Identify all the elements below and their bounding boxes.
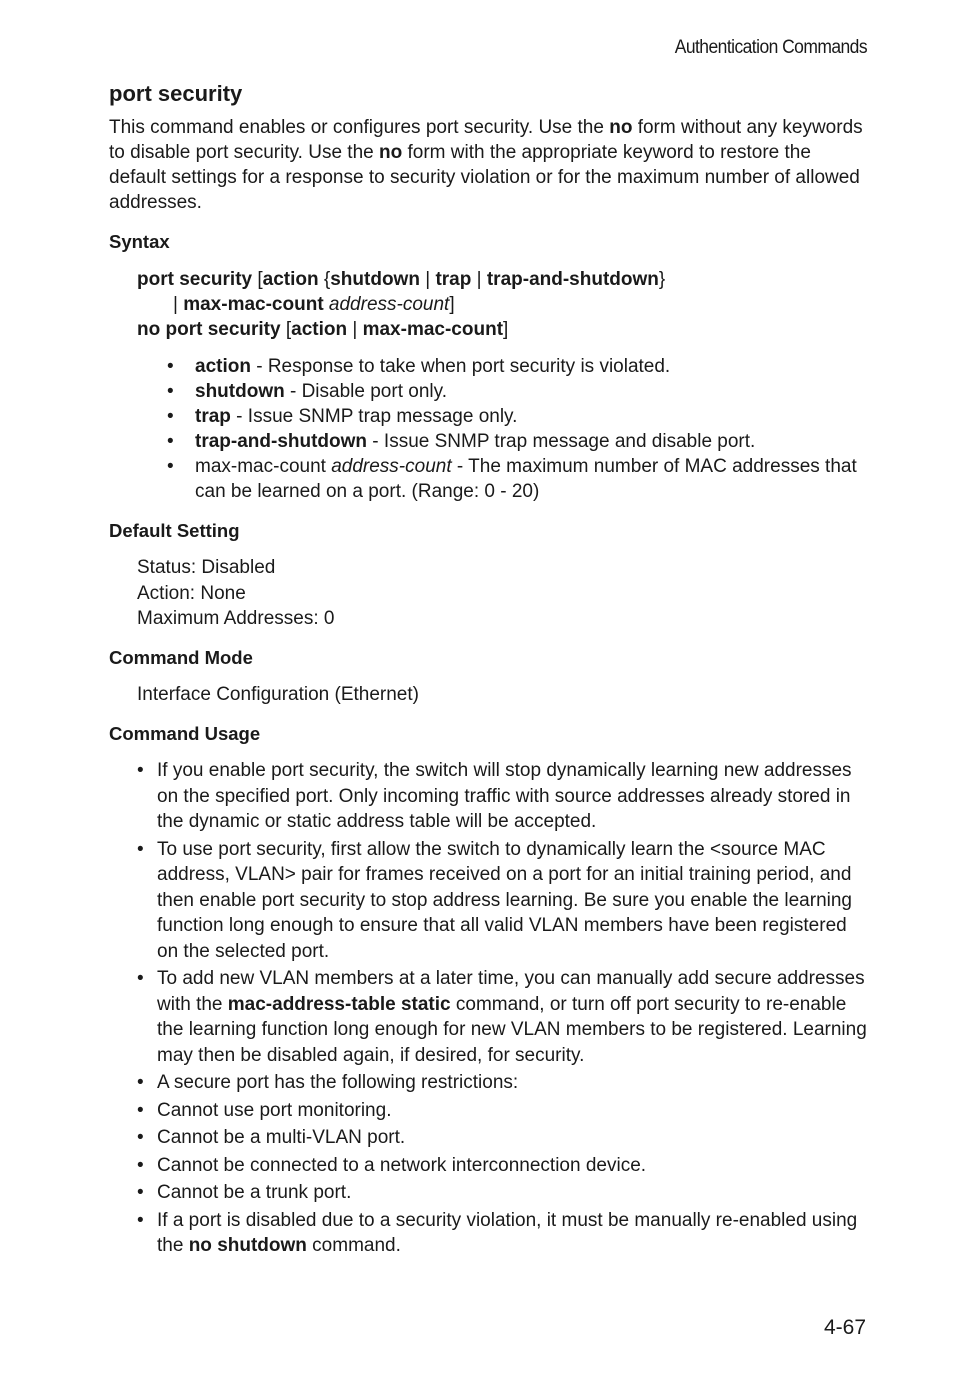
command-title: port security: [109, 81, 243, 106]
syntax-line: no port security [action | max-mac-count]: [137, 319, 509, 340]
parameter-list: [167, 354, 869, 504]
default-setting-heading: Default Setting: [109, 520, 240, 541]
syntax-line: port security [action {shutdown | trap | trap-and-shutdown}: [137, 269, 666, 290]
page-number: 4-67: [823, 1316, 866, 1339]
syntax-line: | max-mac-count address-count]: [173, 294, 455, 315]
list-item: • shutdown - Disable port only.: [167, 379, 869, 404]
list-item: • A secure port has the following restrictions:: [137, 1070, 869, 1096]
page-content: [109, 79, 869, 1261]
default-line: Status: Disabled: [137, 557, 276, 578]
list-item: • action - Response to take when port security is violated.: [167, 354, 869, 379]
list-item: • If a port is disabled due to a security violation, it must be manually re-enabled using the no shutdown command.: [137, 1208, 869, 1259]
list-item: • If you enable port security, the switch will stop dynamically learning new addresses on the specified port. Only incoming traffic with source addresses already stored in the dynamic or static address table will be accepted.: [137, 758, 869, 835]
list-item: • trap - Issue SNMP trap message only.: [167, 404, 869, 429]
list-item: • Cannot be a trunk port.: [137, 1180, 869, 1206]
default-line: Maximum Addresses: 0: [137, 608, 335, 629]
running-header: Authentication Commands: [674, 37, 867, 58]
list-item: • Cannot be connected to a network interconnection device.: [137, 1153, 869, 1179]
list-item: • Cannot use port monitoring.: [137, 1098, 869, 1124]
syntax-block: [137, 267, 869, 342]
list-item: • trap-and-shutdown - Issue SNMP trap message and disable port.: [167, 429, 869, 454]
list-item: • Cannot be a multi-VLAN port.: [137, 1125, 869, 1151]
list-item: • max-mac-count address-count - The maximum number of MAC addresses that can be learned on a port. (Range: 0 - 20): [167, 454, 869, 504]
command-mode-text: Interface Configuration (Ethernet): [137, 683, 419, 705]
default-setting-block: [137, 555, 869, 632]
intro-paragraph: This command enables or configures port security. Use the no form without any keywords to disable port security. Use the no form with the appropriate keyword to restore the default settings for a response to security violation or for the maximum number of allowed addresses.: [109, 117, 863, 213]
command-usage-heading: Command Usage: [109, 723, 261, 744]
default-line: Action: None: [137, 582, 246, 604]
list-item: • To use port security, first allow the switch to dynamically learn the <source MAC address, VLAN> pair for frames received on a port for an initial training period, and then enable port security to stop address learning. Be sure you enable the learning function long enough to ensure that all valid VLAN members have been registered on the selected port.: [137, 837, 869, 965]
usage-list: [137, 758, 869, 1259]
syntax-heading: Syntax: [109, 231, 170, 252]
list-item: • To add new VLAN members at a later time, you can manually add secure addresses with the mac-address-table static command, or turn off port security to re-enable the learning function long enough for new VLAN members to be registered. Learning may then be disabled again, if desired, for security.: [137, 966, 869, 1068]
command-mode-heading: Command Mode: [109, 646, 253, 668]
